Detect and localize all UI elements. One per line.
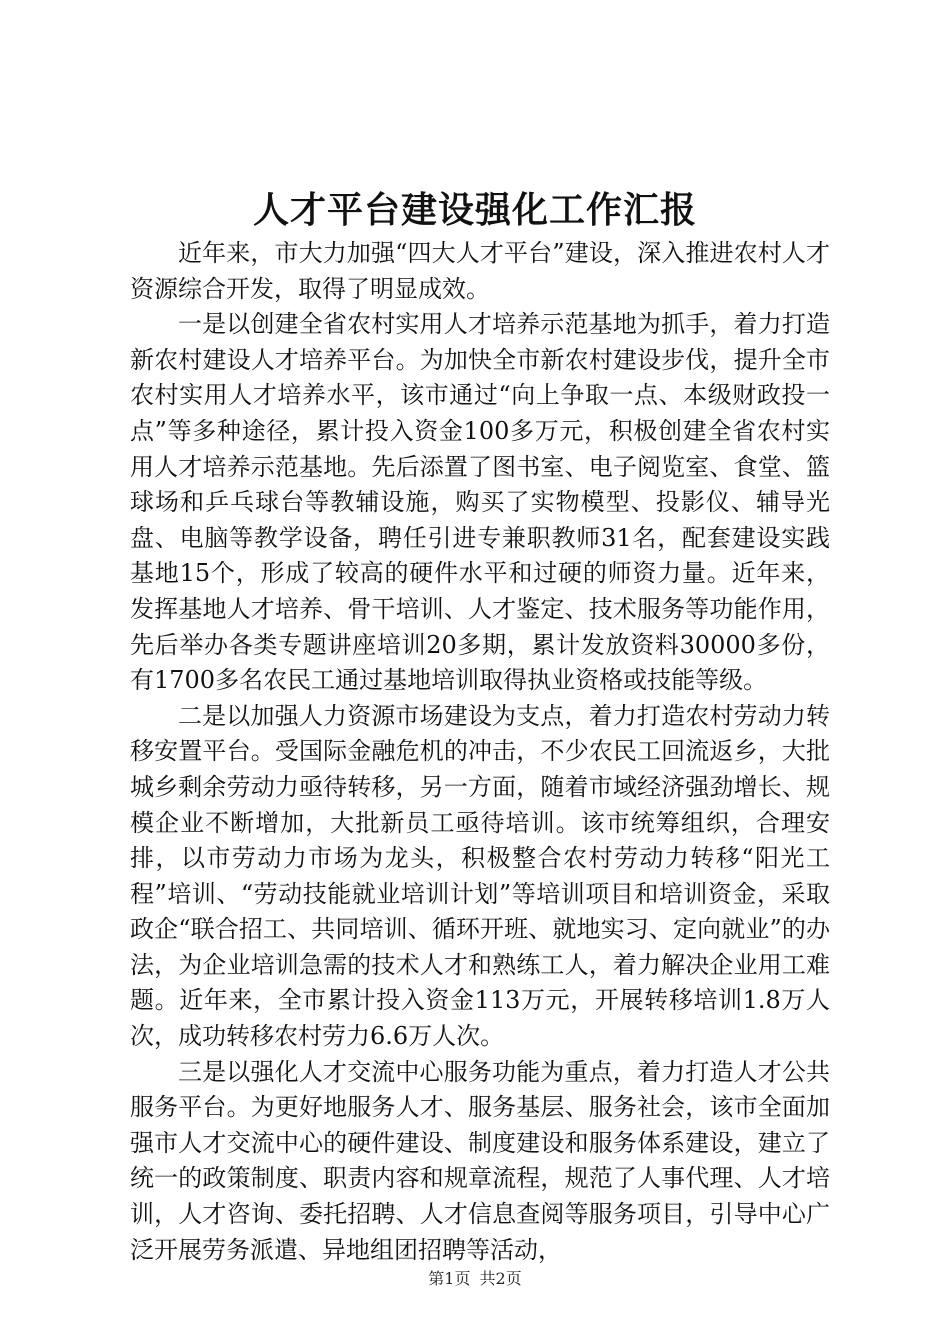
page-number: 第1页 xyxy=(428,1269,471,1288)
document-body xyxy=(130,236,830,1268)
paragraph-third-point: 三是以强化人才交流中心服务功能为重点，着力打造人才公共服务平台。为更好地服务人才、服务基层、服务社会，该市全面加强市人才交流中心的硬件建设、制度建设和服务体系建设，建立了统一的政策制度、职责内容和规章流程，规范了人事代理、人才培训，人才咨询、委托招聘、人才信息查阅等服务项目，引导中心广泛开展劳务派遣、异地组团招聘等活动， xyxy=(130,1057,830,1264)
page-footer xyxy=(0,1268,950,1290)
paragraph-intro: 近年来，市大力加强“四大人才平台”建设，深入推进农村人才资源综合开发，取得了明显成效。 xyxy=(130,239,830,303)
paragraph-second-point: 二是以加强人力资源市场建设为支点，着力打造农村劳动力转移安置平台。受国际金融危机的冲击，不少农民工回流返乡，大批城乡剩余劳动力亟待转移，另一方面，随着市域经济强劲增长、规模企业不断增加，大批新员工亟待培训。该市统筹组织，合理安排，以市劳动力市场为龙头，积极整合农村劳动力转移“阳光工程”培训、“劳动技能就业培训计划”等培训项目和培训资金，采取政企“联合招工、共同培训、循环开班、就地实习、定向就业”的办法，为企业培训急需的技术人才和熟练工人，着力解决企业用工难题。近年来，全市累计投入资金113万元，开展转移培训1.8万人次，成功转移农村劳力6.6万人次。 xyxy=(130,701,830,1051)
page-total: 共2页 xyxy=(479,1269,522,1288)
document-title: 人才平台建设强化工作汇报 xyxy=(252,189,697,231)
paragraph-first-point: 一是以创建全省农村实用人才培养示范基地为抓手，着力打造新农村建设人才培养平台。为加快全市新农村建设步伐，提升全市农村实用人才培养水平，该市通过“向上争取一点、本级财政投一点”等多种途径，累计投入资金100多万元，积极创建全省农村实用人才培养示范基地。先后添置了图书室、电子阅览室、食堂、篮球场和乒乓球台等教辅设施，购买了实物模型、投影仪、辅导光盘、电脑等教学设备，聘任引进专兼职教师31名，配套建设实践基地15个，形成了较高的硬件水平和过硬的师资力量。近年来，发挥基地人才培养、骨干培训、人才鉴定、技术服务等功能作用，先后举办各类专题讲座培训20多期，累计发放资料30000多份，有1700多名农民工通过基地培训取得执业资格或技能等级。 xyxy=(130,310,830,695)
